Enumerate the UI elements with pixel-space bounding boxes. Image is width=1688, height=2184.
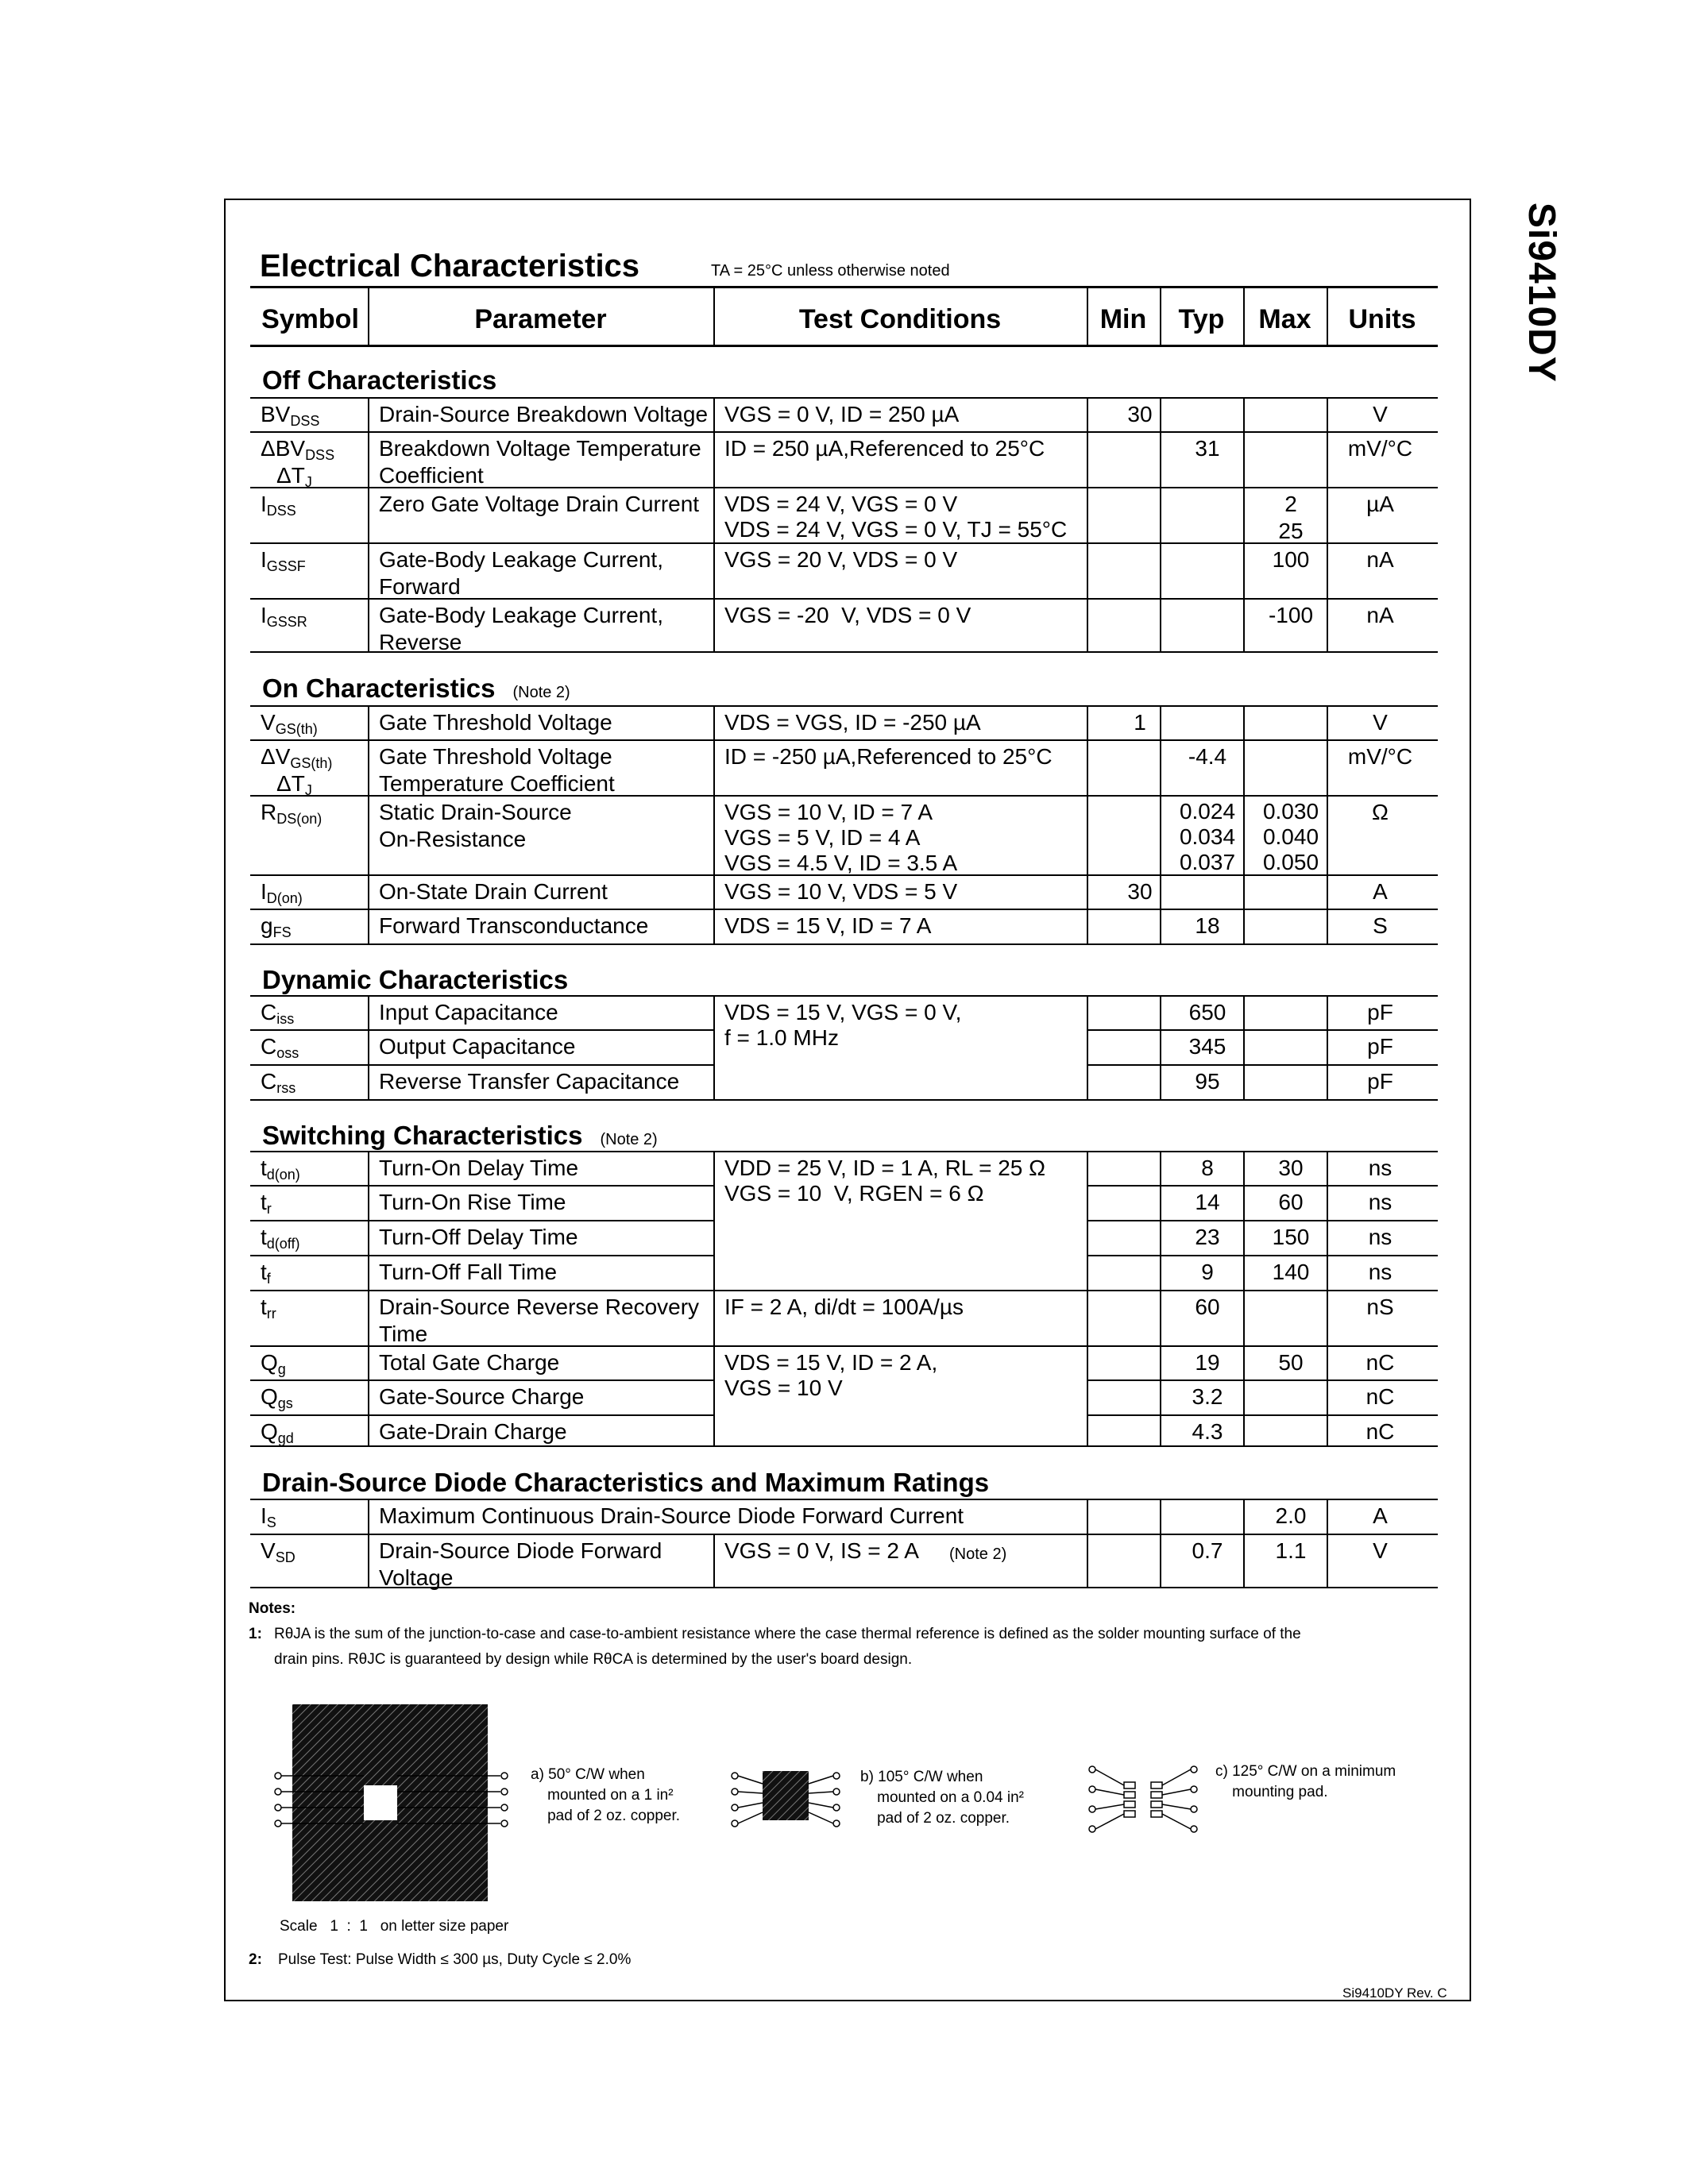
figure-a-caption: a) 50° C/W when mounted on a 1 in² pad of 2 oz. copper. bbox=[531, 1766, 681, 1824]
symbol-tr: $t_r$ bbox=[261, 1190, 272, 1217]
symbol-igssf: $I_{GSSF}$ bbox=[261, 547, 306, 574]
figure-c-caption: c) 125° C/W on a minimum mounting pad. bbox=[1215, 1763, 1396, 1800]
cond-dvgsth: ID = -250 µA,Referenced to 25°C bbox=[724, 744, 1053, 769]
row-rule bbox=[250, 542, 1438, 544]
rule bbox=[250, 397, 1438, 399]
col-divider bbox=[713, 397, 715, 651]
cond-idss-2: VDS = 24 V, VGS = 0 V, TJ = 55°C bbox=[724, 517, 1068, 542]
symbol-crss: $C_{rss}$ bbox=[261, 1069, 296, 1096]
col-divider bbox=[1087, 1151, 1088, 1445]
col-test-conditions: Test Conditions bbox=[798, 304, 1002, 334]
col-divider bbox=[1087, 1499, 1088, 1587]
param-qgs: Gate-Source Charge bbox=[379, 1384, 585, 1409]
col-divider bbox=[368, 705, 369, 943]
unit-idss: µA bbox=[1366, 492, 1394, 516]
rule bbox=[250, 1499, 1438, 1500]
cond-vsd-note: (Note 2) bbox=[949, 1545, 1007, 1563]
row-rule bbox=[250, 1290, 1438, 1291]
max-tdoff: 150 bbox=[1272, 1225, 1310, 1249]
row-rule bbox=[250, 1255, 713, 1256]
note-1-line-1: RθJA is the sum of the junction-to-case and case-to-ambient resistance where the case thermal reference is defined as the solder mounting surface of the bbox=[274, 1626, 1301, 1642]
rule bbox=[250, 286, 1438, 288]
param-dbvdss: Breakdown Voltage Temperature Coefficient bbox=[379, 436, 701, 488]
col-divider bbox=[1160, 705, 1161, 943]
max-rdson: 0.030 0.040 0.050 bbox=[1262, 799, 1319, 874]
cond-capacitance-2: f = 1.0 MHz bbox=[724, 1025, 839, 1050]
unit-dvgsth: mV/°C bbox=[1347, 744, 1413, 769]
param-gfs: Forward Transconductance bbox=[379, 913, 649, 938]
max-qg: 50 bbox=[1278, 1350, 1304, 1375]
note-2-number: 2: bbox=[249, 1951, 262, 1968]
cond-igssf: VGS = 20 V, VDS = 0 V bbox=[724, 547, 958, 572]
unit-idon: A bbox=[1373, 879, 1388, 904]
col-divider bbox=[1160, 1499, 1161, 1587]
cond-rdson-2: VGS = 5 V, ID = 4 A bbox=[724, 825, 921, 850]
note-2-text: Pulse Test: Pulse Width ≤ 300 µs, Duty Cycle ≤ 2.0% bbox=[278, 1951, 632, 1968]
symbol-trr: $t_{rr}$ bbox=[261, 1295, 276, 1322]
section-off: Off Characteristics bbox=[262, 365, 497, 395]
symbol-tf: $t_f$ bbox=[261, 1260, 271, 1287]
row-rule bbox=[1087, 1064, 1438, 1066]
symbol-vsd: $V_{SD}$ bbox=[261, 1538, 295, 1565]
col-divider bbox=[1087, 397, 1088, 651]
row-rule bbox=[1087, 1185, 1438, 1187]
row-rule bbox=[250, 1064, 713, 1066]
row-rule bbox=[1087, 1414, 1438, 1416]
col-min: Min bbox=[1099, 304, 1147, 334]
col-divider bbox=[368, 1151, 369, 1445]
param-idon: On-State Drain Current bbox=[379, 879, 608, 904]
typ-trr: 60 bbox=[1195, 1295, 1220, 1319]
cond-charge-2: VGS = 10 V bbox=[724, 1376, 843, 1400]
row-rule bbox=[250, 1414, 713, 1416]
row-rule bbox=[250, 1029, 713, 1031]
min-idon: 30 bbox=[1127, 879, 1153, 904]
cond-rdson-3: VGS = 4.5 V, ID = 3.5 A bbox=[724, 851, 958, 875]
row-rule bbox=[250, 1587, 1438, 1588]
table-title: Electrical Characteristics bbox=[260, 249, 640, 284]
symbol-dbvdss-denom: $\Delta T_J$ bbox=[276, 463, 312, 490]
row-rule bbox=[1087, 1379, 1438, 1381]
unit-igssf: nA bbox=[1366, 547, 1394, 572]
unit-tr: ns bbox=[1368, 1190, 1393, 1214]
scale-note: Scale 1 : 1 on letter size paper bbox=[280, 1918, 509, 1935]
cond-vsd: VGS = 0 V, IS = 2 A bbox=[724, 1538, 919, 1563]
row-rule bbox=[250, 795, 1438, 797]
symbol-idon: $I_{D(on)}$ bbox=[261, 879, 303, 906]
pad-layout-b-figure bbox=[727, 1754, 846, 1841]
symbol-vgsth: $V_{GS(th)}$ bbox=[261, 710, 318, 737]
row-rule bbox=[250, 874, 1438, 876]
typ-ciss: 650 bbox=[1188, 1000, 1226, 1024]
unit-tf: ns bbox=[1368, 1260, 1393, 1284]
row-rule bbox=[250, 487, 1438, 488]
col-divider bbox=[1327, 995, 1328, 1099]
unit-igssr: nA bbox=[1366, 603, 1394, 627]
rule bbox=[250, 995, 1438, 997]
pad-layout-a-figure bbox=[270, 1700, 524, 1906]
param-trr: Drain-Source Reverse Recovery Time bbox=[379, 1295, 700, 1346]
cond-vgsth: VDS = VGS, ID = -250 µA bbox=[724, 710, 981, 735]
col-units: Units bbox=[1348, 304, 1416, 334]
row-rule bbox=[250, 1220, 713, 1221]
max-igssf: 100 bbox=[1272, 547, 1310, 572]
col-divider bbox=[713, 1534, 715, 1587]
row-rule bbox=[250, 598, 1438, 600]
col-divider bbox=[368, 397, 369, 651]
param-bvdss: Drain-Source Breakdown Voltage bbox=[379, 402, 709, 426]
param-igssf: Gate-Body Leakage Current, Forward bbox=[379, 547, 663, 599]
typ-vsd: 0.7 bbox=[1192, 1538, 1223, 1563]
col-divider bbox=[713, 705, 715, 943]
param-vsd: Drain-Source Diode Forward Voltage bbox=[379, 1538, 662, 1590]
row-rule bbox=[250, 909, 1438, 910]
unit-tdon: ns bbox=[1368, 1156, 1393, 1180]
col-divider bbox=[368, 995, 369, 1099]
row-rule bbox=[250, 1099, 1438, 1101]
param-tdoff: Turn-Off Delay Time bbox=[379, 1225, 578, 1249]
cond-switching-2: VGS = 10 V, RGEN = 6 Ω bbox=[724, 1181, 984, 1206]
symbol-rdson: $R_{DS(on)}$ bbox=[261, 800, 323, 827]
typ-tdon: 8 bbox=[1201, 1156, 1214, 1180]
row-rule bbox=[250, 943, 1438, 945]
row-rule bbox=[1087, 1029, 1438, 1031]
max-tr: 60 bbox=[1278, 1190, 1304, 1214]
unit-bvdss: V bbox=[1373, 402, 1388, 426]
row-rule bbox=[250, 1534, 1438, 1535]
col-max: Max bbox=[1258, 304, 1311, 334]
unit-rdson: Ω bbox=[1372, 800, 1389, 824]
unit-dbvdss: mV/°C bbox=[1347, 436, 1413, 461]
symbol-is: $I_S$ bbox=[261, 1503, 276, 1530]
row-rule bbox=[250, 739, 1438, 741]
typ-dvgsth: -4.4 bbox=[1188, 744, 1227, 769]
max-idss: 2 25 bbox=[1278, 492, 1304, 543]
unit-vgsth: V bbox=[1373, 710, 1388, 735]
symbol-dvgsth: $\Delta V_{GS(th)}$ bbox=[261, 744, 333, 771]
symbol-gfs: $g_{FS}$ bbox=[261, 913, 292, 940]
unit-qgd: nC bbox=[1365, 1419, 1395, 1444]
unit-ciss: pF bbox=[1367, 1000, 1393, 1024]
param-qgd: Gate-Drain Charge bbox=[379, 1419, 567, 1444]
row-rule bbox=[250, 651, 1438, 653]
symbol-coss: $C_{oss}$ bbox=[261, 1034, 299, 1061]
section-diode: Drain-Source Diode Characteristics and Maximum Ratings bbox=[262, 1468, 990, 1497]
cond-bvdss: VGS = 0 V, ID = 250 µA bbox=[724, 402, 960, 426]
col-divider bbox=[1087, 995, 1088, 1099]
max-igssr: -100 bbox=[1268, 603, 1314, 627]
footer-revision: Si9410DY Rev. C bbox=[1342, 1985, 1447, 2001]
typ-coss: 345 bbox=[1188, 1034, 1226, 1059]
unit-coss: pF bbox=[1367, 1034, 1393, 1059]
typ-tf: 9 bbox=[1201, 1260, 1214, 1284]
param-tdon: Turn-On Delay Time bbox=[379, 1156, 579, 1180]
unit-vsd: V bbox=[1373, 1538, 1388, 1563]
unit-crss: pF bbox=[1367, 1069, 1393, 1094]
note-1-number: 1: bbox=[249, 1626, 262, 1642]
symbol-qg: $Q_g$ bbox=[261, 1350, 286, 1377]
col-divider bbox=[713, 1151, 715, 1445]
symbol-qgd: $Q_{gd}$ bbox=[261, 1419, 294, 1446]
symbol-qgs: $Q_{gs}$ bbox=[261, 1384, 293, 1411]
max-is: 2.0 bbox=[1275, 1503, 1307, 1528]
col-divider bbox=[1160, 1151, 1161, 1445]
cond-rdson-1: VGS = 10 V, ID = 7 A bbox=[724, 800, 933, 824]
col-divider bbox=[1087, 705, 1088, 943]
note-1-line-2: drain pins. RθJC is guaranteed by design while RθCA is determined by the user's board design. bbox=[274, 1651, 913, 1668]
param-dvgsth: Gate Threshold Voltage Temperature Coefficient bbox=[379, 744, 615, 796]
typ-tr: 14 bbox=[1195, 1190, 1220, 1214]
typ-tdoff: 23 bbox=[1195, 1225, 1220, 1249]
row-rule bbox=[250, 1445, 1438, 1447]
cond-idon: VGS = 10 V, VDS = 5 V bbox=[724, 879, 958, 904]
row-rule bbox=[250, 1345, 1438, 1347]
col-parameter: Parameter bbox=[474, 304, 607, 334]
figure-b-caption: b) 105° C/W when mounted on a 0.04 in² pad of 2 oz. copper. bbox=[860, 1769, 1024, 1827]
typ-qg: 19 bbox=[1195, 1350, 1220, 1375]
typ-crss: 95 bbox=[1195, 1069, 1220, 1094]
symbol-igssr: $I_{GSSR}$ bbox=[261, 603, 307, 630]
typ-gfs: 18 bbox=[1195, 913, 1220, 938]
row-rule bbox=[250, 1185, 713, 1187]
symbol-idss: $I_{DSS}$ bbox=[261, 492, 296, 519]
row-rule bbox=[250, 431, 1438, 433]
unit-qgs: nC bbox=[1365, 1384, 1395, 1409]
unit-qg: nC bbox=[1365, 1350, 1395, 1375]
typ-qgd: 4.3 bbox=[1192, 1419, 1223, 1444]
param-qg: Total Gate Charge bbox=[379, 1350, 560, 1375]
pad-layout-c-figure bbox=[1084, 1754, 1203, 1841]
cond-trr: IF = 2 A, di/dt = 100A/µs bbox=[724, 1295, 964, 1319]
cond-igssr: VGS = -20 V, VDS = 0 V bbox=[724, 603, 971, 627]
unit-trr: nS bbox=[1366, 1295, 1394, 1319]
param-is: Maximum Continuous Drain-Source Diode Forward Current bbox=[379, 1503, 964, 1528]
cond-idss-1: VDS = 24 V, VGS = 0 V bbox=[724, 492, 958, 516]
symbol-bvdss: $BV_{DSS}$ bbox=[261, 402, 320, 429]
col-divider bbox=[713, 995, 715, 1099]
rule bbox=[250, 345, 1438, 347]
param-vgsth: Gate Threshold Voltage bbox=[379, 710, 612, 735]
symbol-ciss: $C_{iss}$ bbox=[261, 1000, 295, 1027]
section-dynamic: Dynamic Characteristics bbox=[262, 965, 569, 994]
cond-capacitance-1: VDS = 15 V, VGS = 0 V, bbox=[724, 1000, 962, 1024]
param-igssr: Gate-Body Leakage Current, Reverse bbox=[379, 603, 663, 654]
col-typ: Typ bbox=[1178, 304, 1225, 334]
param-tr: Turn-On Rise Time bbox=[379, 1190, 566, 1214]
side-title: Si9410DY bbox=[1520, 203, 1562, 383]
cond-charge-1: VDS = 15 V, ID = 2 A, bbox=[724, 1350, 938, 1375]
symbol-dvgsth-denom: $\Delta T_J$ bbox=[276, 771, 312, 798]
max-tf: 140 bbox=[1272, 1260, 1310, 1284]
symbol-tdon: $t_{d(on)}$ bbox=[261, 1156, 300, 1183]
row-rule bbox=[1087, 1220, 1438, 1221]
param-rdson: Static Drain-Source On-Resistance bbox=[379, 800, 572, 851]
typ-rdson: 0.024 0.034 0.037 bbox=[1179, 799, 1236, 874]
param-tf: Turn-Off Fall Time bbox=[379, 1260, 558, 1284]
min-bvdss: 30 bbox=[1127, 402, 1153, 426]
max-vsd: 1.1 bbox=[1275, 1538, 1307, 1563]
col-divider bbox=[1160, 397, 1161, 651]
symbol-tdoff: $t_{d(off)}$ bbox=[261, 1225, 300, 1252]
cond-gfs: VDS = 15 V, ID = 7 A bbox=[724, 913, 932, 938]
rule bbox=[250, 1151, 1438, 1152]
table-condition-note: TA = 25°C unless otherwise noted bbox=[711, 262, 950, 280]
notes-heading: Notes: bbox=[249, 1600, 296, 1617]
unit-is: A bbox=[1373, 1503, 1388, 1528]
param-crss: Reverse Transfer Capacitance bbox=[379, 1069, 680, 1094]
rule bbox=[250, 705, 1438, 707]
param-idss: Zero Gate Voltage Drain Current bbox=[379, 492, 700, 516]
col-divider bbox=[1160, 995, 1161, 1099]
cond-dbvdss: ID = 250 µA,Referenced to 25°C bbox=[724, 436, 1045, 461]
row-rule bbox=[1087, 1255, 1438, 1256]
param-ciss: Input Capacitance bbox=[379, 1000, 558, 1024]
param-coss: Output Capacitance bbox=[379, 1034, 576, 1059]
col-divider bbox=[368, 1499, 369, 1587]
typ-dbvdss: 31 bbox=[1195, 436, 1220, 461]
col-symbol: Symbol bbox=[261, 304, 359, 334]
unit-gfs: S bbox=[1373, 913, 1388, 938]
section-switching: Switching Characteristics (Note 2) bbox=[262, 1121, 658, 1150]
section-on: On Characteristics (Note 2) bbox=[262, 673, 570, 703]
symbol-dbvdss: $\Delta BV_{DSS}$ bbox=[261, 436, 335, 463]
typ-qgs: 3.2 bbox=[1192, 1384, 1223, 1409]
min-vgsth: 1 bbox=[1134, 710, 1146, 735]
unit-tdoff: ns bbox=[1368, 1225, 1393, 1249]
row-rule bbox=[250, 1379, 713, 1381]
cond-switching-1: VDD = 25 V, ID = 1 A, RL = 25 Ω bbox=[724, 1156, 1046, 1180]
max-tdon: 30 bbox=[1278, 1156, 1304, 1180]
